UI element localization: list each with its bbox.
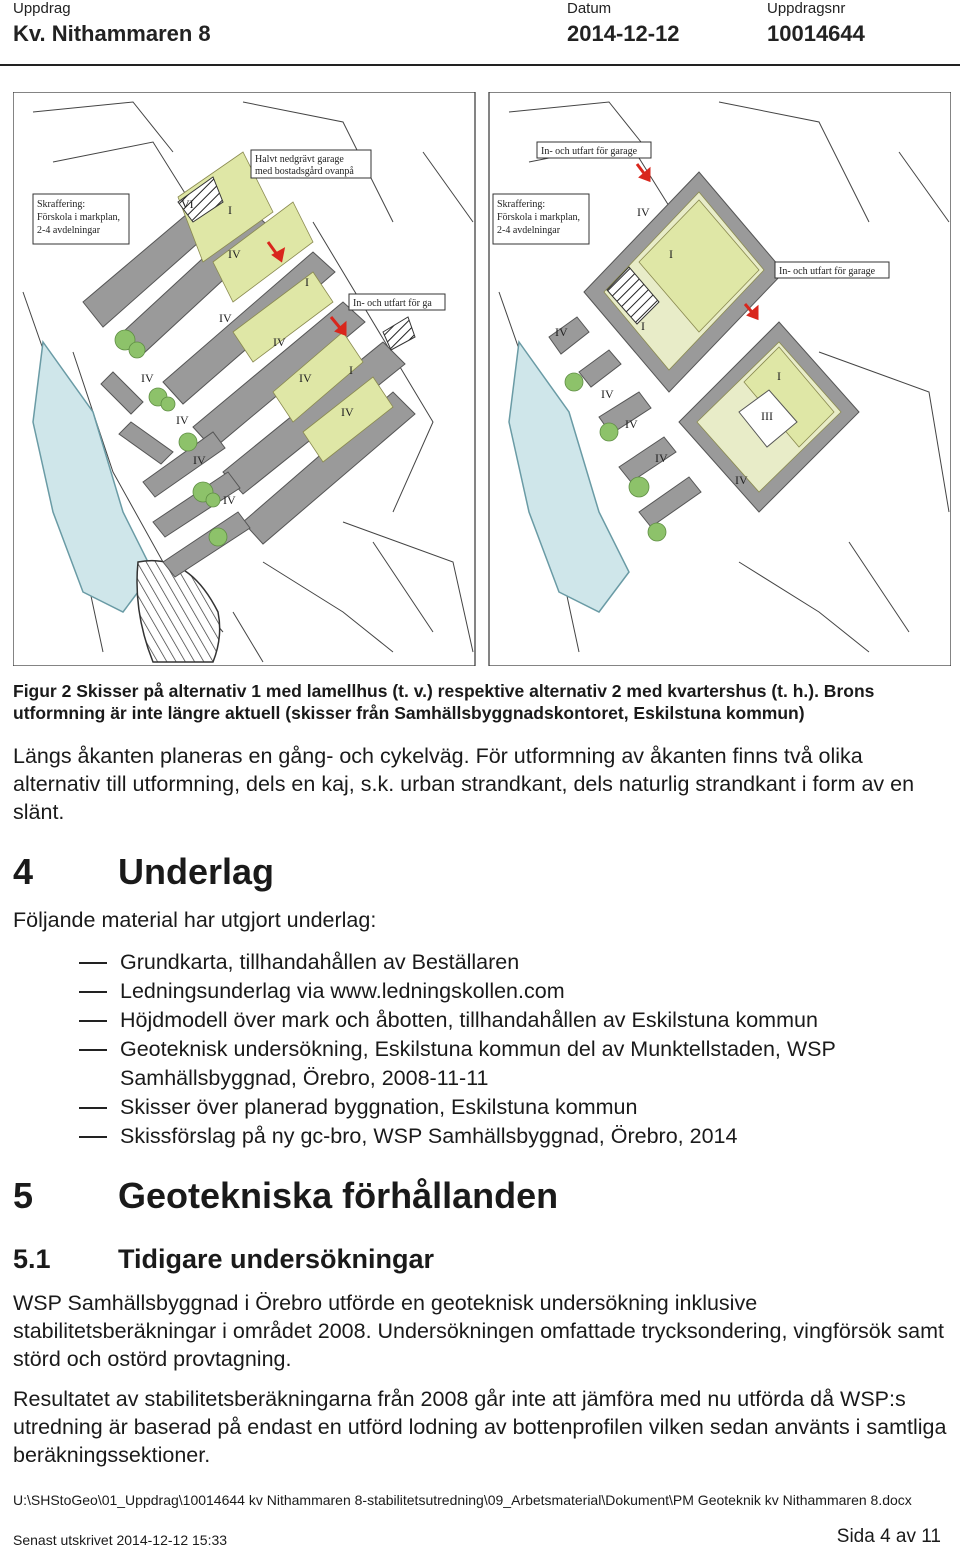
floor-label: I bbox=[349, 363, 353, 377]
floor-label: IV bbox=[341, 405, 354, 419]
dash-bullet bbox=[79, 962, 107, 964]
header-uppdrag bbox=[13, 0, 211, 47]
skraffering-line2: 2-4 avdelningar bbox=[497, 225, 561, 236]
floor-label: IV bbox=[601, 387, 614, 401]
floor-label: I bbox=[669, 247, 673, 261]
right-skraffering-legend bbox=[493, 194, 589, 244]
floor-label: IV bbox=[141, 371, 154, 385]
list-item bbox=[0, 1035, 960, 1093]
left-skraffering-legend bbox=[33, 194, 129, 244]
list-item-text: Höjdmodell över mark och åbotten, tillhandahållen av Eskilstuna kommun bbox=[120, 1008, 818, 1032]
list-item-text: Skisser över planerad byggnation, Eskilstuna kommun bbox=[120, 1095, 638, 1119]
paragraph-akanten: Längs åkanten planeras en gång- och cykelväg. För utformning av åkanten finns två olika alternativ till utformning, dels en kaj, s.k. urban strandkant, dels naturlig strandkant i form av en slänt. bbox=[13, 744, 915, 824]
floor-label: IV bbox=[637, 205, 650, 219]
section-number: 5 bbox=[13, 1175, 34, 1216]
left-inout-label bbox=[349, 294, 445, 310]
garage-line2: med bostadsgård ovanpå bbox=[255, 166, 354, 177]
paragraph-wsp-2008: WSP Samhällsbyggnad i Örebro utförde en geoteknisk undersökning inklusive stabilitetsberäkningar i området 2008. Undersökningen omfattade trycksondering, vingförsök samt störd och ostörd provtagning. bbox=[13, 1291, 944, 1371]
inout-label: In- och utfart för garage bbox=[541, 146, 638, 157]
right-site-plan bbox=[489, 92, 951, 666]
page-header bbox=[0, 0, 960, 64]
dash-bullet bbox=[79, 1020, 107, 1022]
uppdragsnr-label: Uppdragsnr bbox=[767, 0, 846, 17]
paragraph-resultat: Resultatet av stabilitetsberäkningarna från 2008 går inte att jämföra med nu utförda då WSP:s utredning är baserad på endast en utförd lodning av bottenprofilen vilken sedan använts i samtliga beräkningssektioner. bbox=[13, 1387, 947, 1467]
floor-label: IV bbox=[655, 451, 668, 465]
floor-label: IV bbox=[228, 247, 241, 261]
reference-list bbox=[0, 948, 960, 1151]
page-footer bbox=[13, 1492, 948, 1548]
floor-label: IV bbox=[555, 325, 568, 339]
uppdragsnr-value: 10014644 bbox=[767, 21, 865, 46]
site-plan-figure bbox=[13, 92, 951, 666]
section-4-intro: Följande material har utgjort underlag: bbox=[13, 908, 377, 932]
left-site-plan bbox=[13, 92, 475, 666]
list-item-text: Skissförslag på ny gc-bro, WSP Samhällsbyggnad, Örebro, 2014 bbox=[120, 1124, 738, 1148]
datum-value: 2014-12-12 bbox=[567, 21, 680, 46]
floor-label: IV bbox=[176, 413, 189, 427]
floor-label: IV bbox=[273, 335, 286, 349]
section-title: Geotekniska förhållanden bbox=[118, 1175, 559, 1216]
list-item-text: Ledningsunderlag via www.ledningskollen.com bbox=[120, 979, 565, 1003]
floor-label: III bbox=[761, 409, 773, 423]
floor-label: IV bbox=[625, 417, 638, 431]
uppdrag-label: Uppdrag bbox=[13, 0, 71, 17]
header-uppdragsnr bbox=[767, 0, 865, 47]
dash-bullet bbox=[79, 1136, 107, 1138]
floor-label: IV bbox=[735, 473, 748, 487]
skraffering-line1: Förskola i markplan, bbox=[497, 212, 581, 223]
dash-bullet bbox=[79, 1107, 107, 1109]
header-rule bbox=[0, 64, 960, 66]
dash-bullet bbox=[79, 1049, 107, 1051]
floor-label: IV bbox=[299, 371, 312, 385]
section-4-heading bbox=[13, 851, 274, 893]
inout-label: In- och utfart för ga bbox=[353, 298, 432, 309]
skraffering-line2: 2-4 avdelningar bbox=[37, 225, 101, 236]
right-inout-top-label bbox=[537, 142, 651, 158]
section-title: Tidigare undersökningar bbox=[118, 1244, 435, 1274]
file-path: U:\SHStoGeo\01_Uppdrag\10014644 kv Nithammaren 8-stabilitetsutredning\09_Arbetsmaterial\Dokument\PM Geoteknik kv Nithammaren 8.docx bbox=[13, 1492, 912, 1508]
floor-label: I bbox=[641, 319, 645, 333]
skraffering-title: Skraffering: bbox=[37, 199, 86, 210]
dash-bullet bbox=[79, 991, 107, 993]
page-number: Sida 4 av 11 bbox=[836, 1526, 941, 1547]
section-number: 4 bbox=[13, 851, 34, 892]
list-item bbox=[0, 1006, 960, 1035]
list-item bbox=[0, 1122, 960, 1151]
list-item-text: Geoteknisk undersökning, Eskilstuna kommun del av Munktellstaden, WSP Samhällsbyggnad, Örebro, 2008-11-11 bbox=[120, 1037, 836, 1090]
floor-label: I bbox=[777, 369, 781, 383]
section-number: 5.1 bbox=[13, 1244, 51, 1274]
floor-label: VI bbox=[181, 197, 194, 211]
uppdrag-value: Kv. Nithammaren 8 bbox=[13, 21, 211, 46]
floor-label: I bbox=[305, 275, 309, 289]
skraffering-line1: Förskola i markplan, bbox=[37, 212, 121, 223]
inout-label: In- och utfart för garage bbox=[779, 266, 876, 277]
list-item bbox=[0, 948, 960, 977]
printed-date: Senast utskrivet 2014-12-12 15:33 bbox=[13, 1532, 228, 1548]
floor-label: IV bbox=[219, 311, 232, 325]
list-item-text: Grundkarta, tillhandahållen av Beställaren bbox=[120, 950, 520, 974]
list-item bbox=[0, 1093, 960, 1122]
datum-label: Datum bbox=[567, 0, 612, 17]
left-garage-label bbox=[251, 150, 371, 178]
right-inout-right-label bbox=[775, 262, 889, 278]
list-item bbox=[0, 977, 960, 1006]
garage-line1: Halvt nedgrävt garage bbox=[255, 154, 344, 165]
header-datum bbox=[567, 0, 680, 47]
floor-label: IV bbox=[223, 493, 236, 507]
skraffering-title: Skraffering: bbox=[497, 199, 546, 210]
floor-label: IV bbox=[193, 453, 206, 467]
section-title: Underlag bbox=[118, 851, 275, 892]
section-5-1-heading bbox=[13, 1243, 434, 1275]
figure-caption: Figur 2 Skisser på alternativ 1 med lamellhus (t. v.) respektive alternativ 2 med kvartershus (t. h.). Brons utformning är inte längre aktuell (skisser från Samhällsbyggnadskontoret, Eskilstuna kommun) bbox=[13, 681, 875, 723]
section-5-heading bbox=[13, 1175, 558, 1217]
floor-label: I bbox=[228, 203, 232, 217]
